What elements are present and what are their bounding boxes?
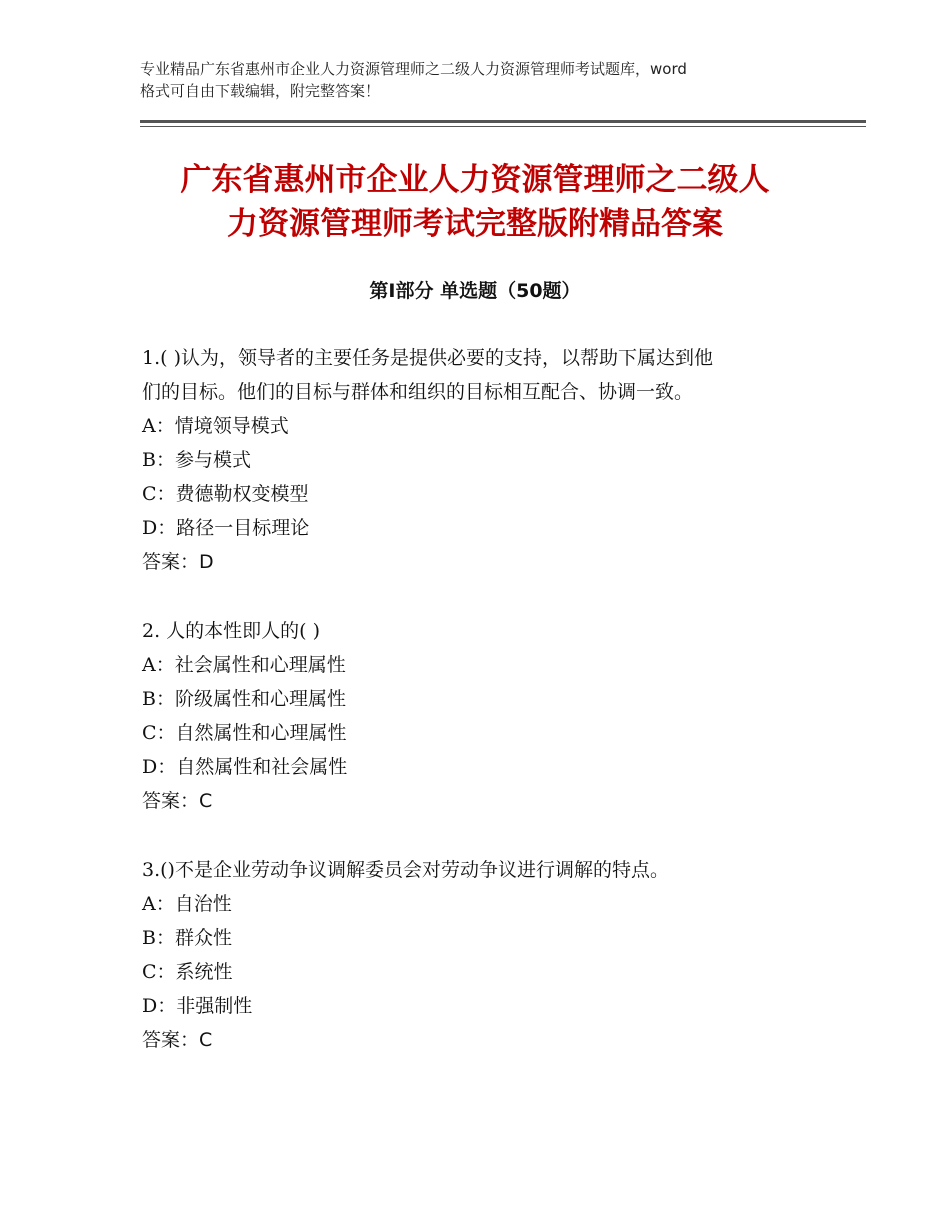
section-heading: 第Ⅰ部分 单选题（50题） bbox=[369, 280, 581, 302]
option-b: B：阶级属性和心理属性 bbox=[142, 688, 346, 710]
option-c: C：系统性 bbox=[142, 961, 233, 983]
question-stem-continued: 们的目标。他们的目标与群体和组织的目标相互配合、协调一致。 bbox=[142, 381, 694, 403]
title-line-1: 广东省惠州市企业人力资源管理师之二级人 bbox=[180, 162, 770, 198]
page-header bbox=[140, 58, 830, 102]
header-rule-thick bbox=[140, 120, 866, 123]
option-b: B：参与模式 bbox=[142, 449, 251, 471]
option-b: B：群众性 bbox=[142, 927, 232, 949]
question-2 bbox=[142, 614, 822, 818]
question-3 bbox=[142, 853, 822, 1057]
header-rule-thin bbox=[140, 126, 866, 127]
title-line-2: 力资源管理师考试完整版附精品答案 bbox=[227, 206, 723, 242]
option-c: C：自然属性和心理属性 bbox=[142, 722, 347, 744]
answer: 答案：C bbox=[142, 790, 213, 812]
question-stem: 1.( )认为，领导者的主要任务是提供必要的支持，以帮助下属达到他 bbox=[142, 347, 713, 369]
option-a: A：自治性 bbox=[142, 893, 232, 915]
option-d: D：自然属性和社会属性 bbox=[142, 756, 348, 778]
header-line-1: 专业精品广东省惠州市企业人力资源管理师之二级人力资源管理师考试题库，word bbox=[140, 60, 687, 78]
option-d: D：非强制性 bbox=[142, 995, 253, 1017]
answer: 答案：C bbox=[142, 1029, 213, 1051]
option-c: C：费德勒权变模型 bbox=[142, 483, 309, 505]
option-d: D：路径一目标理论 bbox=[142, 517, 310, 539]
document-title bbox=[100, 158, 850, 246]
header-line-2: 格式可自由下载编辑，附完整答案！ bbox=[140, 82, 381, 100]
question-stem: 3.()不是企业劳动争议调解委员会对劳动争议进行调解的特点。 bbox=[142, 859, 669, 881]
option-a: A：情境领导模式 bbox=[142, 415, 289, 437]
question-stem: 2. 人的本性即人的( ) bbox=[142, 620, 321, 642]
answer: 答案：D bbox=[142, 551, 214, 573]
question-1 bbox=[142, 341, 822, 579]
option-a: A：社会属性和心理属性 bbox=[142, 654, 346, 676]
